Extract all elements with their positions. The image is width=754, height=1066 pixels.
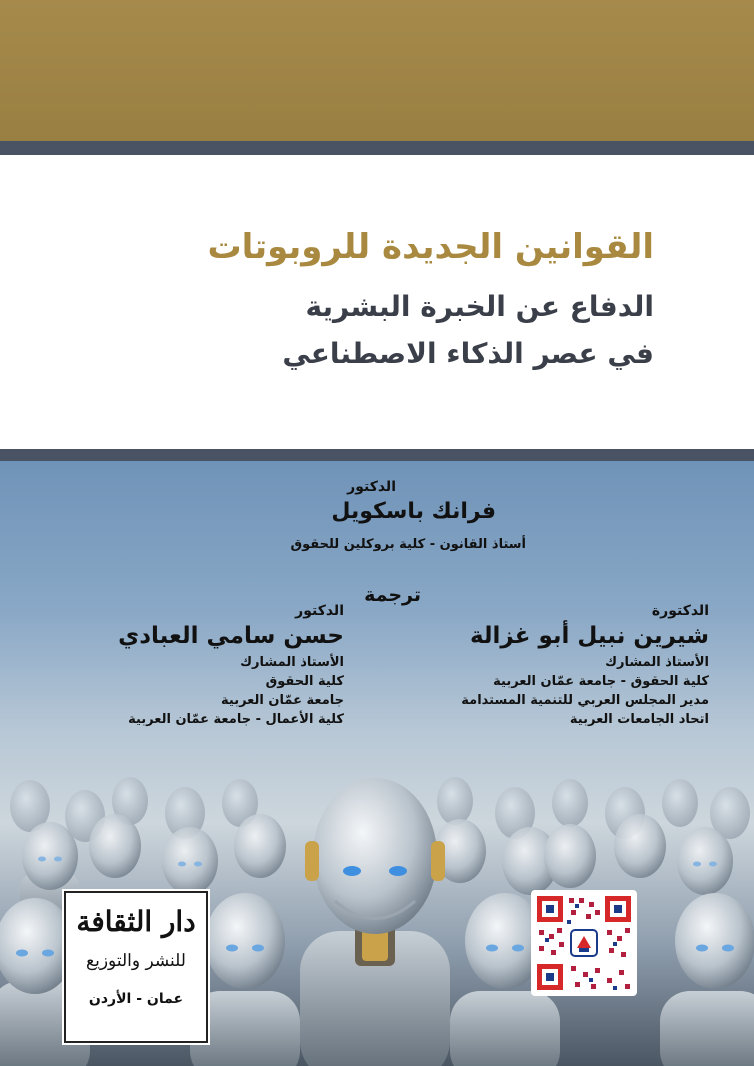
translator-right-name: شيرين نبيل أبو غزالة bbox=[469, 623, 709, 649]
translator-right-line: كلية الحقوق - جامعة عمّان العربية bbox=[493, 674, 709, 689]
publisher-name: دار الثقافة bbox=[76, 905, 196, 938]
author-name: فرانك باسكويل bbox=[331, 499, 496, 524]
publisher-city: عمان - الأردن bbox=[88, 991, 184, 1007]
middle-divider-stripe bbox=[0, 449, 754, 461]
publisher-subtitle: للنشر والتوزيع bbox=[86, 951, 186, 971]
translator-right-rank: الدكتورة bbox=[651, 603, 709, 619]
author-rank: الدكتور bbox=[347, 479, 396, 495]
translator-left-name: حسن سامي العبادي bbox=[118, 623, 344, 649]
top-gold-band bbox=[0, 0, 754, 141]
top-divider-stripe bbox=[0, 141, 754, 155]
translator-left-line: جامعة عمّان العربية bbox=[221, 693, 344, 708]
publisher-logo bbox=[64, 891, 208, 1043]
translator-right-line: الأستاذ المشارك bbox=[605, 655, 709, 670]
translator-left bbox=[44, 603, 344, 727]
qr-code bbox=[531, 890, 637, 996]
book-subtitle-line-2: في عصر الذكاء الاصطناعي bbox=[282, 337, 654, 370]
qr-code-pattern bbox=[531, 890, 637, 996]
translator-right-line: اتحاد الجامعات العربية bbox=[569, 712, 709, 727]
book-title: القوانين الجديدة للروبوتات bbox=[207, 227, 654, 267]
title-panel bbox=[0, 155, 754, 449]
author-description: أستاذ القانون - كلية بروكلين للحقوق bbox=[290, 537, 526, 552]
book-subtitle-line-1: الدفاع عن الخبرة البشرية bbox=[305, 290, 654, 323]
translator-right-line: مدير المجلس العربي للتنمية المستدامة bbox=[461, 693, 709, 708]
translation-label: ترجمة bbox=[364, 584, 421, 606]
translator-left-line: الأستاذ المشارك bbox=[240, 655, 344, 670]
translator-left-line: كلية الحقوق bbox=[265, 674, 344, 689]
translator-right bbox=[379, 603, 709, 727]
cover-lower-section bbox=[0, 461, 754, 1066]
translator-left-line: كلية الأعمال - جامعة عمّان العربية bbox=[128, 712, 344, 727]
translator-left-rank: الدكتور bbox=[295, 603, 344, 619]
